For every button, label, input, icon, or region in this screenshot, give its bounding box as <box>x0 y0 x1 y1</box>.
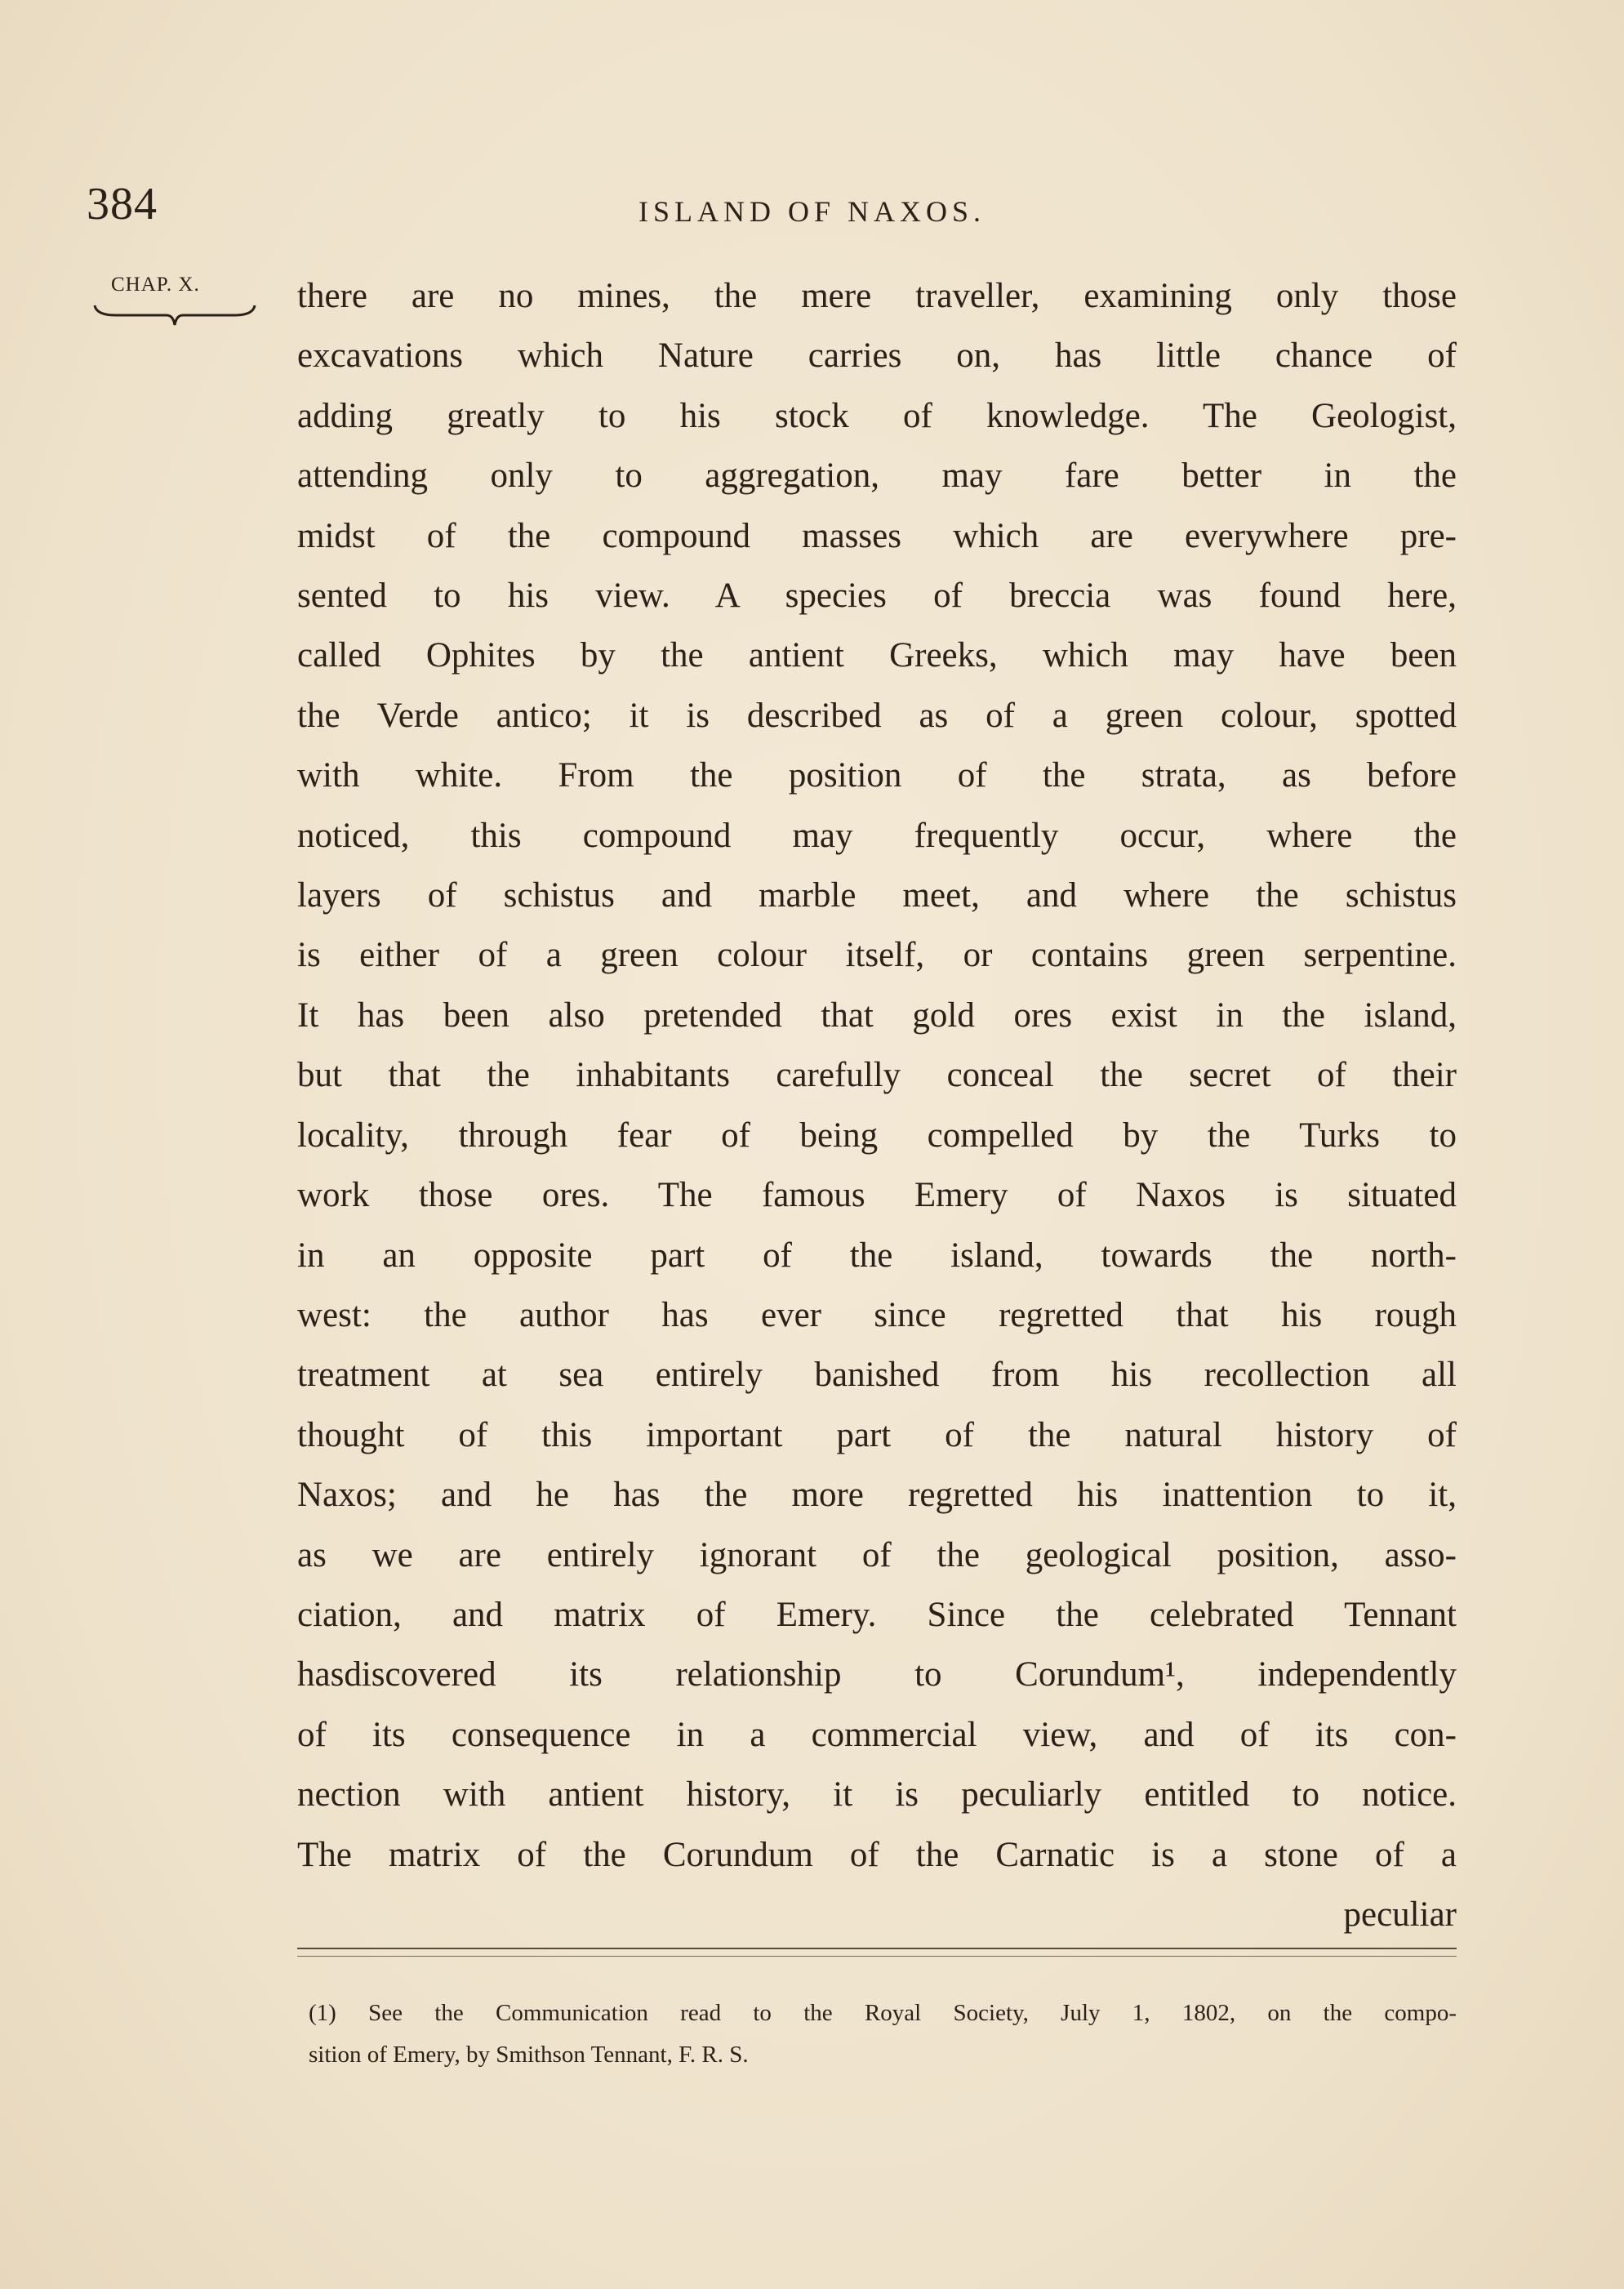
text-line: midst of the compound masses which are everywhere pre- <box>297 516 1457 555</box>
chapter-label: CHAP. X. <box>111 274 200 296</box>
text-line: hasdiscovered its relationship to Corundum¹, independently <box>297 1655 1457 1694</box>
text-line: noticed, this compound may frequently occur, where the <box>297 816 1457 855</box>
text-line: west: the author has ever since regretted that his rough <box>297 1295 1457 1334</box>
text-line: with white. From the position of the strata, as before <box>297 756 1457 795</box>
text-line: nection with antient history, it is peculiarly entitled to notice. <box>297 1775 1457 1815</box>
text-line: in an opposite part of the island, towards the north- <box>297 1236 1457 1275</box>
footnote-line: (1) See the Communication read to the Royal Society, July 1, 1802, on the compo- <box>309 2000 1457 2026</box>
footnote-rule <box>297 1956 1457 1957</box>
text-line: the Verde antico; it is described as of a green colour, spotted <box>297 696 1457 735</box>
running-title: ISLAND OF NAXOS. <box>638 195 986 228</box>
body-text <box>297 266 1457 1944</box>
text-line: adding greatly to his stock of knowledge. The Geologist, <box>297 396 1457 435</box>
text-line: layers of schistus and marble meet, and where the schistus <box>297 876 1457 915</box>
text-line: called Ophites by the antient Greeks, which may have been <box>297 636 1457 675</box>
text-line: thought of this important part of the natural history of <box>297 1415 1457 1454</box>
text-line: work those ores. The famous Emery of Naxos is situated <box>297 1176 1457 1215</box>
footnote-rule <box>297 1948 1457 1949</box>
catchword: peculiar <box>1343 1895 1457 1934</box>
text-line: of its consequence in a commercial view, and of its con- <box>297 1715 1457 1754</box>
text-line: Naxos; and he has the more regretted his inattention to it, <box>297 1476 1457 1515</box>
text-line: locality, through fear of being compelled by the Turks to <box>297 1116 1457 1155</box>
text-line: ciation, and matrix of Emery. Since the celebrated Tennant <box>297 1595 1457 1634</box>
footnote <box>309 1993 1457 2076</box>
text-line: The matrix of the Corundum of the Carnatic is a stone of a <box>297 1835 1457 1874</box>
page-number: 384 <box>87 179 158 229</box>
footnote-line: sition of Emery, by Smithson Tennant, F. R. S. <box>309 2042 749 2068</box>
text-line: as we are entirely ignorant of the geological position, asso- <box>297 1535 1457 1574</box>
text-line: is either of a green colour itself, or contains green serpentine. <box>297 936 1457 975</box>
text-line: excavations which Nature carries on, has little chance of <box>297 336 1457 376</box>
text-line: treatment at sea entirely banished from his recollection all <box>297 1356 1457 1395</box>
chapter-brace-icon <box>91 302 259 335</box>
text-line: there are no mines, the mere traveller, examining only those <box>297 277 1457 315</box>
text-line: It has been also pretended that gold ores exist in the island, <box>297 995 1457 1035</box>
text-line: but that the inhabitants carefully conceal the secret of their <box>297 1056 1457 1095</box>
text-line: attending only to aggregation, may fare better in the <box>297 456 1457 496</box>
text-line: sented to his view. A species of breccia was found here, <box>297 577 1457 616</box>
